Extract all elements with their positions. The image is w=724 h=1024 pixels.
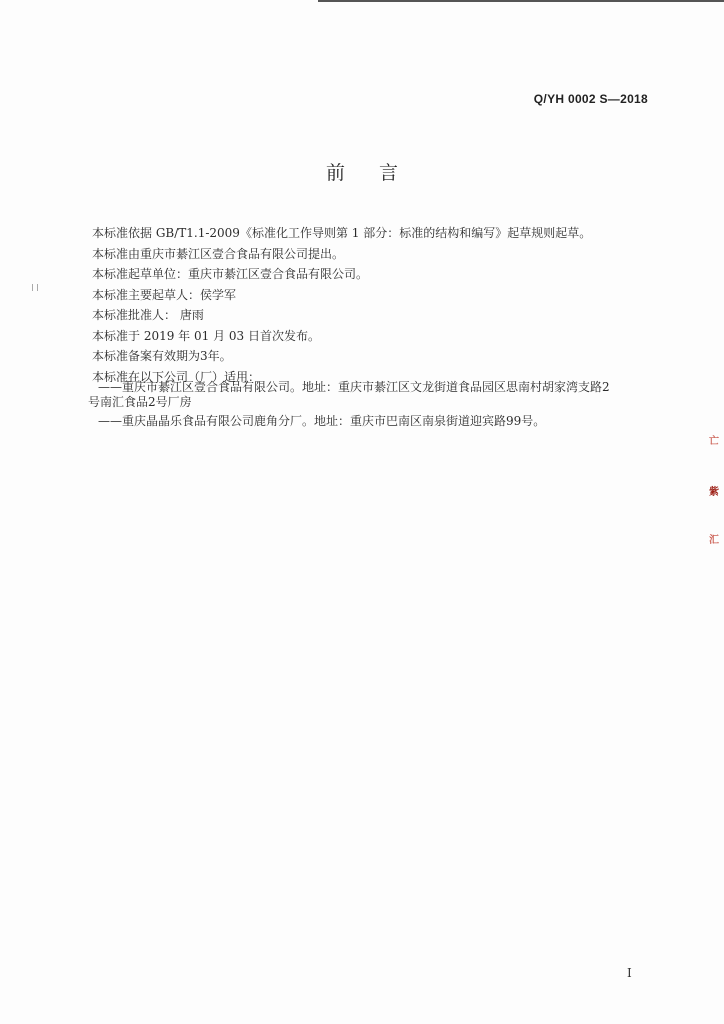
seal-stamp-fragment: 汇: [709, 535, 719, 546]
top-edge-rule: [318, 0, 724, 2]
foreword-line: 本标准主要起草人：侯学军: [92, 287, 237, 302]
foreword-line: 本标准起草单位：重庆市綦江区壹合食品有限公司。: [92, 267, 369, 281]
company-address-line: ——重庆晶晶乐食品有限公司鹿角分厂。地址：重庆市巴南区南泉街道迎宾路99号。: [98, 414, 546, 428]
page-number: I: [627, 966, 632, 980]
foreword-line: 本标准备案有效期为3年。: [92, 349, 232, 363]
company-address-continuation: 号南汇食品2号厂房: [88, 395, 192, 409]
foreword-line: 本标准于 2019 年 01 月 03 日首次发布。: [92, 328, 320, 343]
foreword-line: 本标准在以下公司（厂）适用：: [92, 369, 261, 384]
seal-stamp-fragment: 亡: [709, 436, 719, 447]
company-address-line: ——重庆市綦江区壹合食品有限公司。地址：重庆市綦江区文龙街道食品园区思南村胡家湾支路2: [98, 380, 610, 394]
foreword-line: 本标准批准人： 唐雨: [92, 308, 204, 322]
binding-mark: [32, 284, 38, 291]
document-code: Q/YH 0002 S—2018: [533, 92, 648, 106]
seal-stamp-fragment: 紫: [709, 487, 719, 498]
foreword-body: [92, 223, 652, 387]
page-title: 前言: [325, 162, 432, 184]
foreword-line: 本标准由重庆市綦江区壹合食品有限公司提出。: [92, 246, 345, 261]
foreword-line: 本标准依据 GB/T1.1-2009《标准化工作导则第 1 部分：标准的结构和编写》起草规则起草。: [92, 226, 592, 240]
